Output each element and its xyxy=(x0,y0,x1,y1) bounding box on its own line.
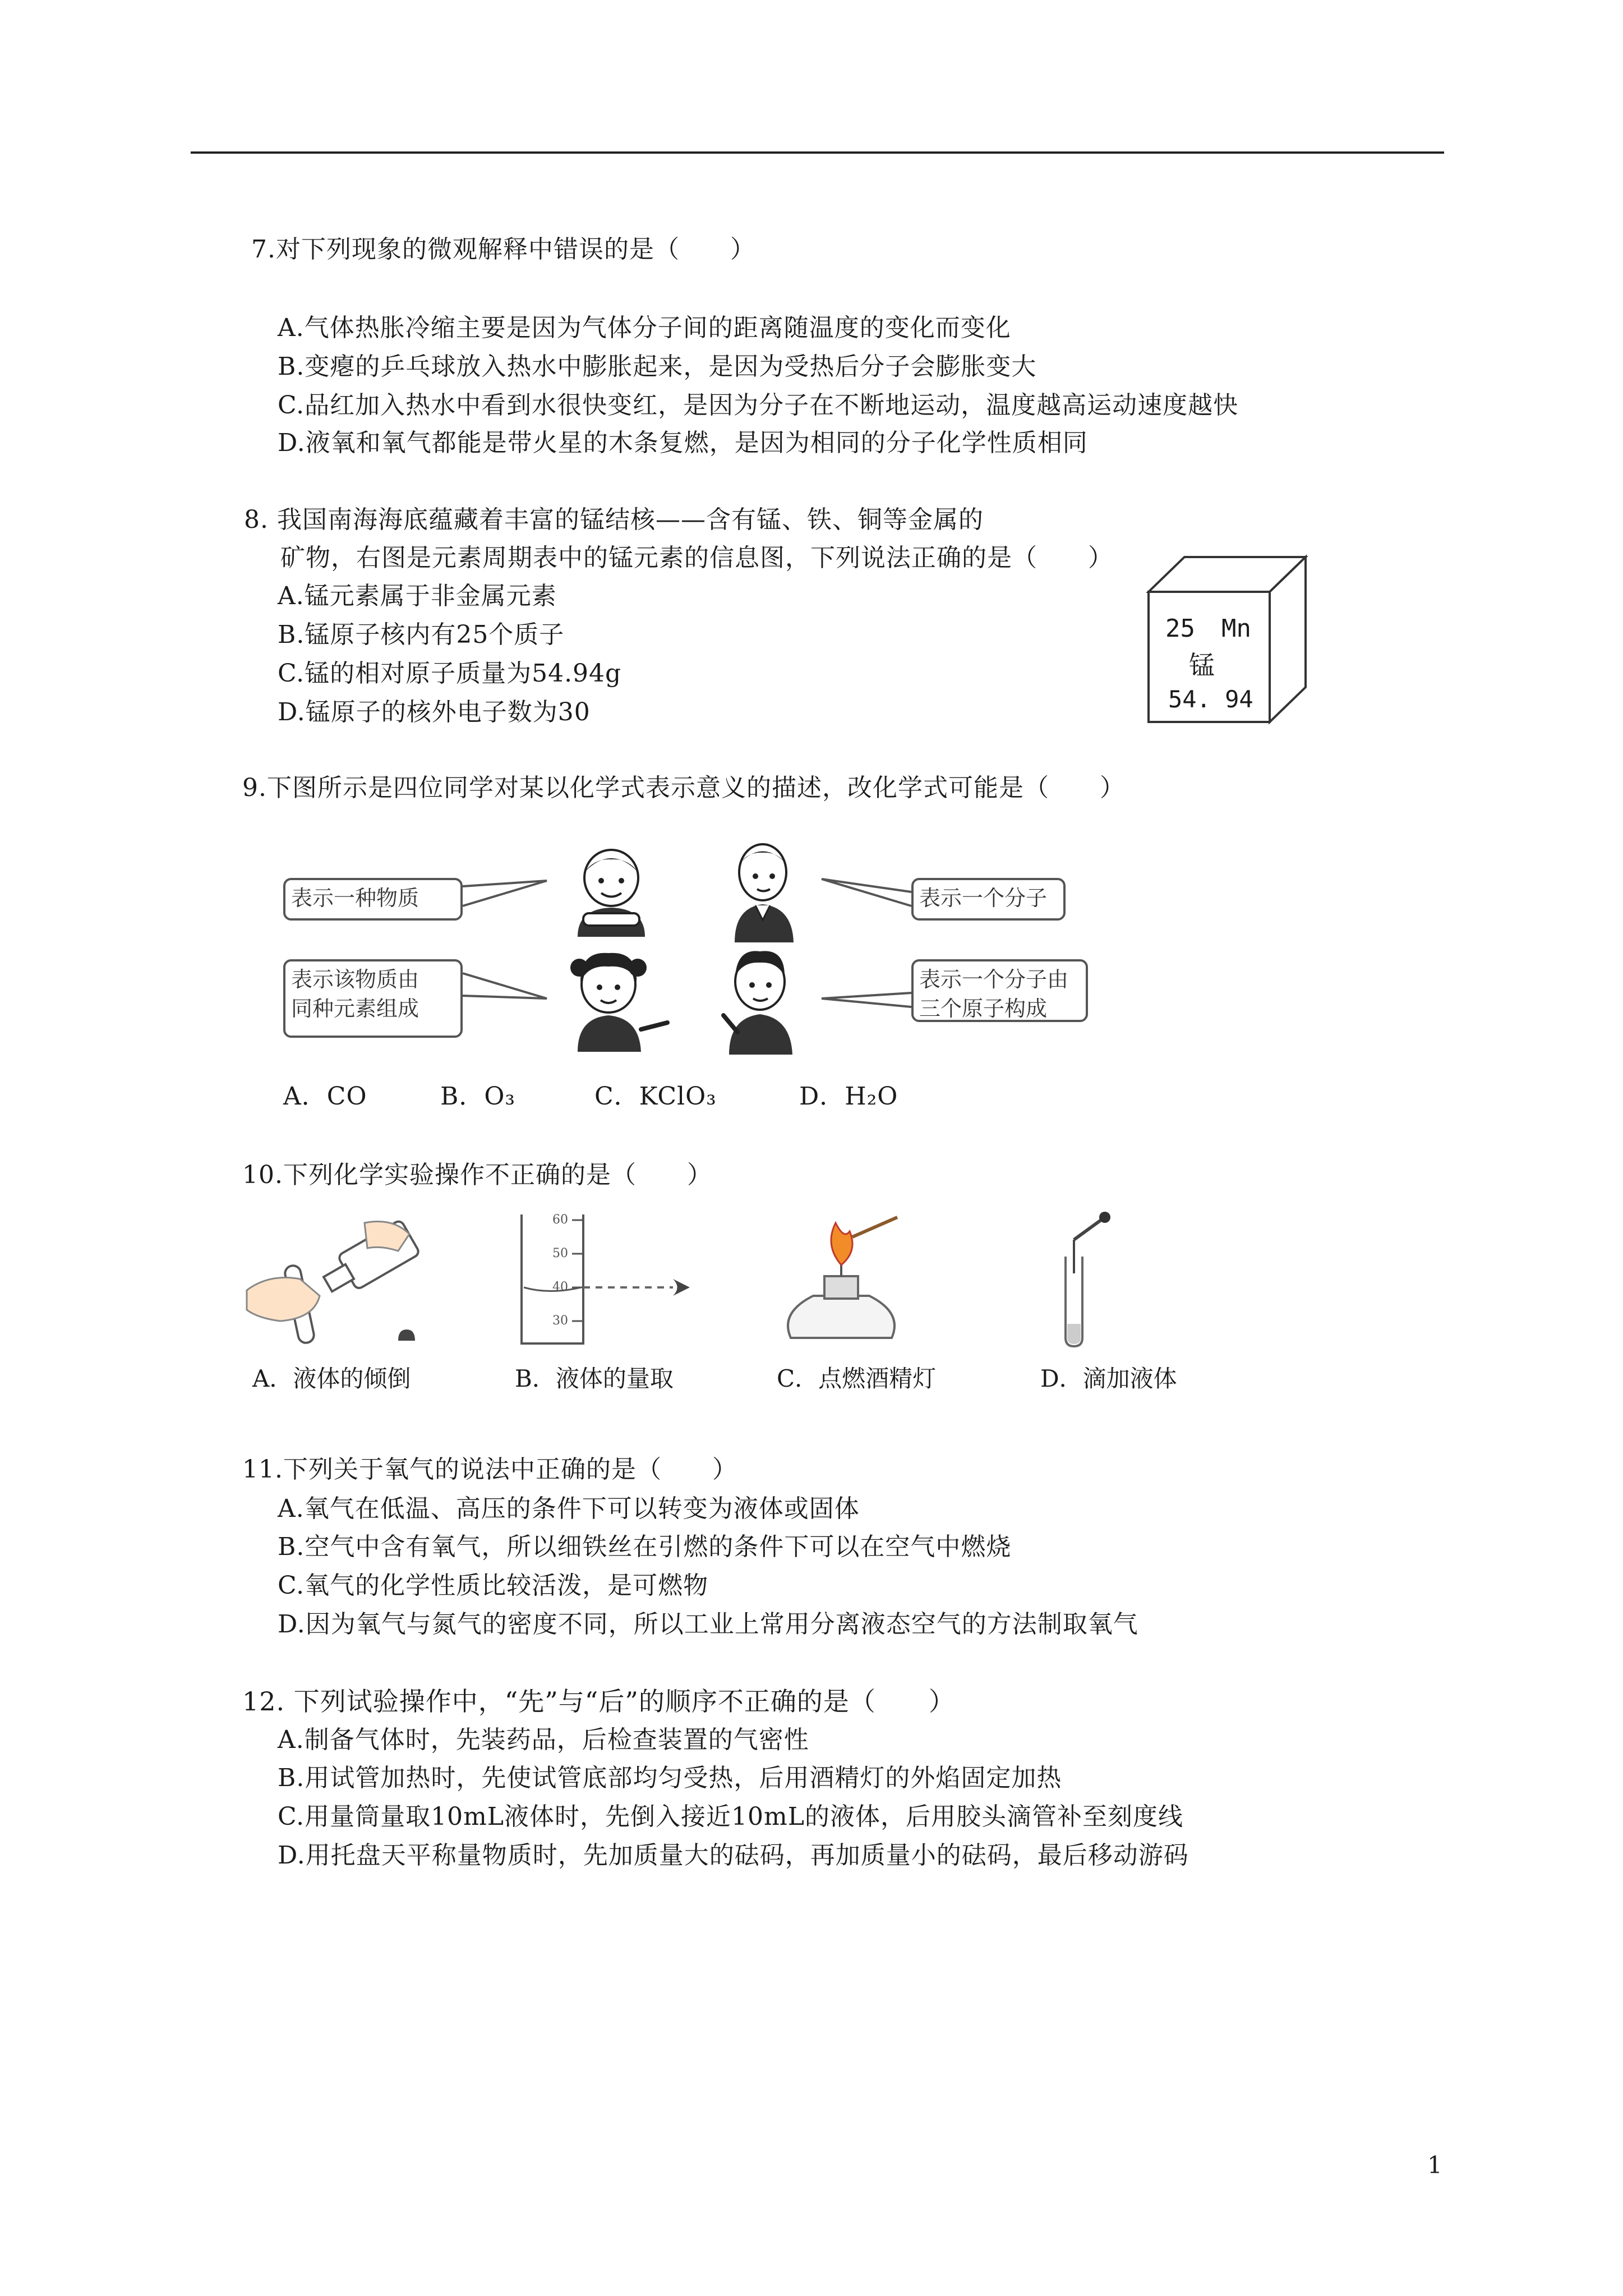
q8-option-b: B.锰原子核内有25个质子 xyxy=(278,620,565,649)
cylinder-tick-30: 30 xyxy=(552,1314,568,1328)
q11-stem: 11.下列关于氧气的说法中正确的是（ ） xyxy=(242,1455,737,1484)
q10-caption-c: C．点燃酒精灯 xyxy=(777,1365,937,1392)
q11-option-d: D.因为氧气与氮气的密度不同，所以工业上常用分离液态空气的方法制取氧气 xyxy=(278,1610,1138,1639)
q9-option-d: D．H₂O xyxy=(799,1082,898,1111)
q8-option-c: C.锰的相对原子质量为54.94g xyxy=(278,659,622,688)
speech-bubble-top-left: 表示一种物质 xyxy=(283,878,463,921)
q8-stem-line1: 8. 我国南海海底蕴藏着丰富的锰结核——含有锰、铁、铜等金属的 xyxy=(244,505,984,534)
q11-option-a: A.氧气在低温、高压的条件下可以转变为液体或固体 xyxy=(278,1494,860,1523)
q9-option-b: B．O₃ xyxy=(440,1082,516,1111)
q7-option-d: D.液氧和氧气都能是带火星的木条复燃，是因为相同的分子化学性质相同 xyxy=(278,429,1088,457)
q12-stem: 12. 下列试验操作中，“先”与“后”的顺序不正确的是（ ） xyxy=(242,1686,955,1717)
element-mass: 54. 94 xyxy=(1168,685,1253,713)
q7-stem: 7.对下列现象的微观解释中错误的是（ ） xyxy=(251,235,755,264)
speech-bubble-bottom-right: 表示一个分子由 三个原子构成 xyxy=(911,959,1088,1022)
q9-option-c: C．KClO₃ xyxy=(594,1082,717,1111)
graduated-cylinder-illustration xyxy=(505,1206,707,1352)
student-figure-3 xyxy=(558,951,670,1052)
q10-caption-a: A．液体的倾倒 xyxy=(252,1365,411,1392)
q7-option-b: B.变瘪的乒乓球放入热水中膨胀起来，是因为受热后分子会膨胀变大 xyxy=(278,352,1037,381)
q12-option-d: D.用托盘天平称量物质时，先加质量大的砝码，再加质量小的砝码，最后移动游码 xyxy=(278,1841,1189,1870)
speech-bubble-top-right: 表示一个分子 xyxy=(911,878,1066,921)
q7-option-c: C.品红加入热水中看到水很快变红，是因为分子在不断地运动，温度越高运动速度越快 xyxy=(278,391,1239,420)
element-atomic-number: 25 xyxy=(1165,614,1195,643)
cylinder-tick-50: 50 xyxy=(552,1246,568,1260)
cylinder-tick-60: 60 xyxy=(552,1213,568,1227)
q9-stem: 9.下图所示是四位同学对某以化学式表示意义的描述，改化学式可能是（ ） xyxy=(242,774,1125,802)
q8-stem-line2: 矿物，右图是元素周期表中的锰元素的信息图，下列说法正确的是（ ） xyxy=(280,544,1113,572)
q11-option-c: C.氧气的化学性质比较活泼，是可燃物 xyxy=(278,1571,709,1600)
q12-option-b: B.用试管加热时，先使试管底部均匀受热，后用酒精灯的外焰固定加热 xyxy=(278,1764,1062,1792)
speech-bubble-bottom-left: 表示该物质由 同种元素组成 xyxy=(283,959,463,1038)
q10-caption-d: D．滴加液体 xyxy=(1040,1365,1177,1392)
q8-option-a: A.锰元素属于非金属元素 xyxy=(278,582,557,610)
q10-stem: 10.下列化学实验操作不正确的是（ ） xyxy=(242,1161,712,1189)
student-figure-2 xyxy=(721,841,810,942)
q11-option-b: B.空气中含有氧气，所以细铁丝在引燃的条件下可以在空气中燃烧 xyxy=(278,1533,1012,1561)
alcohol-lamp-illustration xyxy=(768,1212,914,1352)
dropper-test-tube-illustration xyxy=(1049,1212,1116,1352)
q8-option-d: D.锰原子的核外电子数为30 xyxy=(278,698,591,726)
q10-caption-b: B．液体的量取 xyxy=(515,1365,674,1392)
cylinder-tick-40: 40 xyxy=(552,1280,568,1294)
q7-option-a: A.气体热胀冷缩主要是因为气体分子间的距离随温度的变化而变化 xyxy=(278,314,1011,342)
element-symbol: Mn xyxy=(1221,614,1251,643)
q12-option-c: C.用量筒量取10mL液体时，先倒入接近10mL的液体，后用胶头滴管补至刻度线 xyxy=(278,1802,1183,1831)
q12-option-a: A.制备气体时，先装药品，后检查装置的气密性 xyxy=(278,1726,809,1754)
pouring-liquid-illustration xyxy=(247,1212,432,1352)
element-name: 锰 xyxy=(1189,650,1215,680)
q9-option-a: A．CO xyxy=(283,1082,367,1111)
student-figure-4 xyxy=(715,948,810,1055)
student-figure-1 xyxy=(561,847,662,937)
page-number: 1 xyxy=(1427,2151,1442,2179)
